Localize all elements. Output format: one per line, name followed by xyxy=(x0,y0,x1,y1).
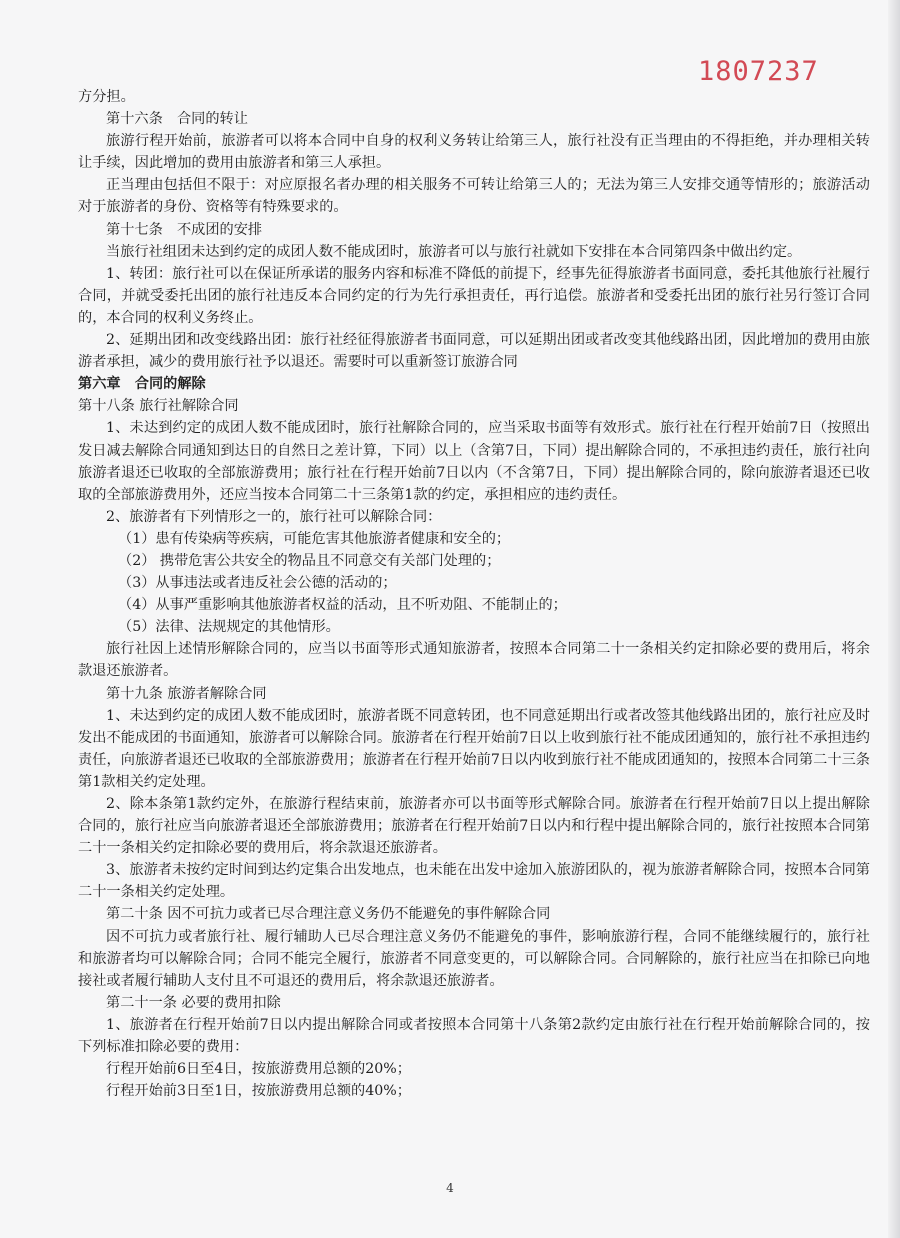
paragraph: 因不可抗力或者旅行社、履行辅助人已尽合理注意义务仍不能避免的事件，影响旅游行程，合同不能继续履行的，旅行社和旅游者均可以解除合同；合同不能完全履行，旅游者不同意变更的，可以解除合同。合同解除的，旅行社应当在扣除已向地接社或者履行辅助人支付且不可退还的费用后，将余款退还旅游者。 xyxy=(78,928,870,989)
paragraph: （5）法律、法规规定的其他情形。 xyxy=(118,619,340,636)
page-edge-shadow xyxy=(888,0,900,1238)
paragraph: 2、旅游者有下列情形之一的，旅行社可以解除合同： xyxy=(106,508,442,525)
paragraph: 1、未达到约定的成团人数不能成团时，旅行社解除合同的，应当采取书面等有效形式。旅行社在行程开始前7日（按照出发日减去解除合同通知到达日的自然日之差计算，下同）以上（含第7日，下同）提出解除合同的，不承担违约责任，旅行社向旅游者退还已收取的全部旅游费用；旅行社在行程开始前7日以内（不含第7日，下同）提出解除合同的，除向旅游者退还已收取的全部旅游费用外，还应当按本合同第二十三条第1款的约定，承担相应的违约责任。 xyxy=(78,420,870,503)
paragraph: 2、除本条第1款约定外，在旅游行程结束前，旅游者亦可以书面等形式解除合同。旅游者在行程开始前7日以上提出解除合同的，旅行社应当向旅游者退还全部旅游费用；旅游者在行程开始前7日以内和行程中提出解除合同的，旅行社按照本合同第二十一条相关约定扣除必要的费用后，将余款退还旅游者。 xyxy=(78,796,870,857)
paragraph: （4）从事严重影响其他旅游者权益的活动，且不听劝阻、不能制止的； xyxy=(118,597,567,614)
paragraph: 行程开始前6日至4日，按旅游费用总额的20%； xyxy=(106,1061,411,1078)
document-number-stamp: 1807237 xyxy=(698,56,819,87)
paragraph: 旅行社因上述情形解除合同的，应当以书面等形式通知旅游者，按照本合同第二十一条相关约定扣除必要的费用后，将余款退还旅游者。 xyxy=(78,641,870,680)
page-number: 4 xyxy=(446,1181,454,1195)
paragraph: 2、延期出团和改变线路出团：旅行社经征得旅游者书面同意，可以延期出团或者改变其他线路出团，因此增加的费用由旅游者承担，减少的费用旅行社予以退还。需要时可以重新签订旅游合同 xyxy=(78,332,870,371)
paragraph: 第二十条 因不可抗力或者已尽合理注意义务仍不能避免的事件解除合同 xyxy=(106,906,551,923)
paragraph: 第十六条 合同的转让 xyxy=(106,111,248,128)
paragraph: 第十八条 旅行社解除合同 xyxy=(78,398,239,415)
paragraph: 第十七条 不成团的安排 xyxy=(106,221,263,238)
paragraph: 3、旅游者未按约定时间到达约定集合出发地点，也未能在出发中途加入旅游团队的，视为旅游者解除合同，按照本合同第二十一条相关约定处理。 xyxy=(78,862,870,901)
paragraph: 第十九条 旅游者解除合同 xyxy=(106,685,267,702)
paragraph: 旅游行程开始前，旅游者可以将本合同中自身的权利义务转让给第三人，旅行社没有正当理由的不得拒绝，并办理相关转让手续，因此增加的费用由旅游者和第三人承担。 xyxy=(78,133,870,172)
chapter-heading: 第六章 合同的解除 xyxy=(78,376,206,393)
paragraph: 正当理由包括但不限于：对应原报名者办理的相关服务不可转让给第三人的；无法为第三人安排交通等情形的；旅游活动对于旅游者的身份、资格等有特殊要求的。 xyxy=(78,177,870,216)
paragraph: 行程开始前3日至1日，按旅游费用总额的40%； xyxy=(106,1083,411,1100)
paragraph: 1、转团：旅行社可以在保证所承诺的服务内容和标准不降低的前提下，经事先征得旅游者书面同意，委托其他旅行社履行合同，并就受委托出团的旅行社违反本合同约定的行为先行承担责任，再行追偿。旅游者和受委托出团的旅行社另行签订合同的，本合同的权利义务终止。 xyxy=(78,265,870,326)
paragraph: 1、未达到约定的成团人数不能成团时，旅游者既不同意转团，也不同意延期出行或者改签其他线路出团的，旅行社应及时发出不能成团的书面通知，旅游者可以解除合同。旅游者在行程开始前7日以上收到旅行社不能成团通知的，旅行社不承担违约责任，向旅游者退还已收取的全部旅游费用；旅游者在行程开始前7日以内收到旅行社不能成团通知的，按照本合同第二十三条第1款相关约定处理。 xyxy=(78,707,870,790)
paragraph: 当旅行社组团未达到约定的成团人数不能成团时，旅游者可以与旅行社就如下安排在本合同第四条中做出约定。 xyxy=(106,243,802,260)
paragraph: （3）从事违法或者违反社会公德的活动的； xyxy=(118,575,397,592)
paragraph: （1）患有传染病等疾病，可能危害其他旅游者健康和安全的； xyxy=(118,530,511,547)
paragraph: 第二十一条 必要的费用扣除 xyxy=(106,994,281,1011)
paragraph: 1、旅游者在行程开始前7日以内提出解除合同或者按照本合同第十八条第2款约定由旅行社在行程开始前解除合同的，按下列标准扣除必要的费用： xyxy=(78,1016,870,1056)
contract-body-text xyxy=(78,86,870,1102)
paragraph: 方分担。 xyxy=(78,89,135,105)
paragraph: （2） 携带危害公共安全的物品且不同意交有关部门处理的； xyxy=(118,552,501,569)
